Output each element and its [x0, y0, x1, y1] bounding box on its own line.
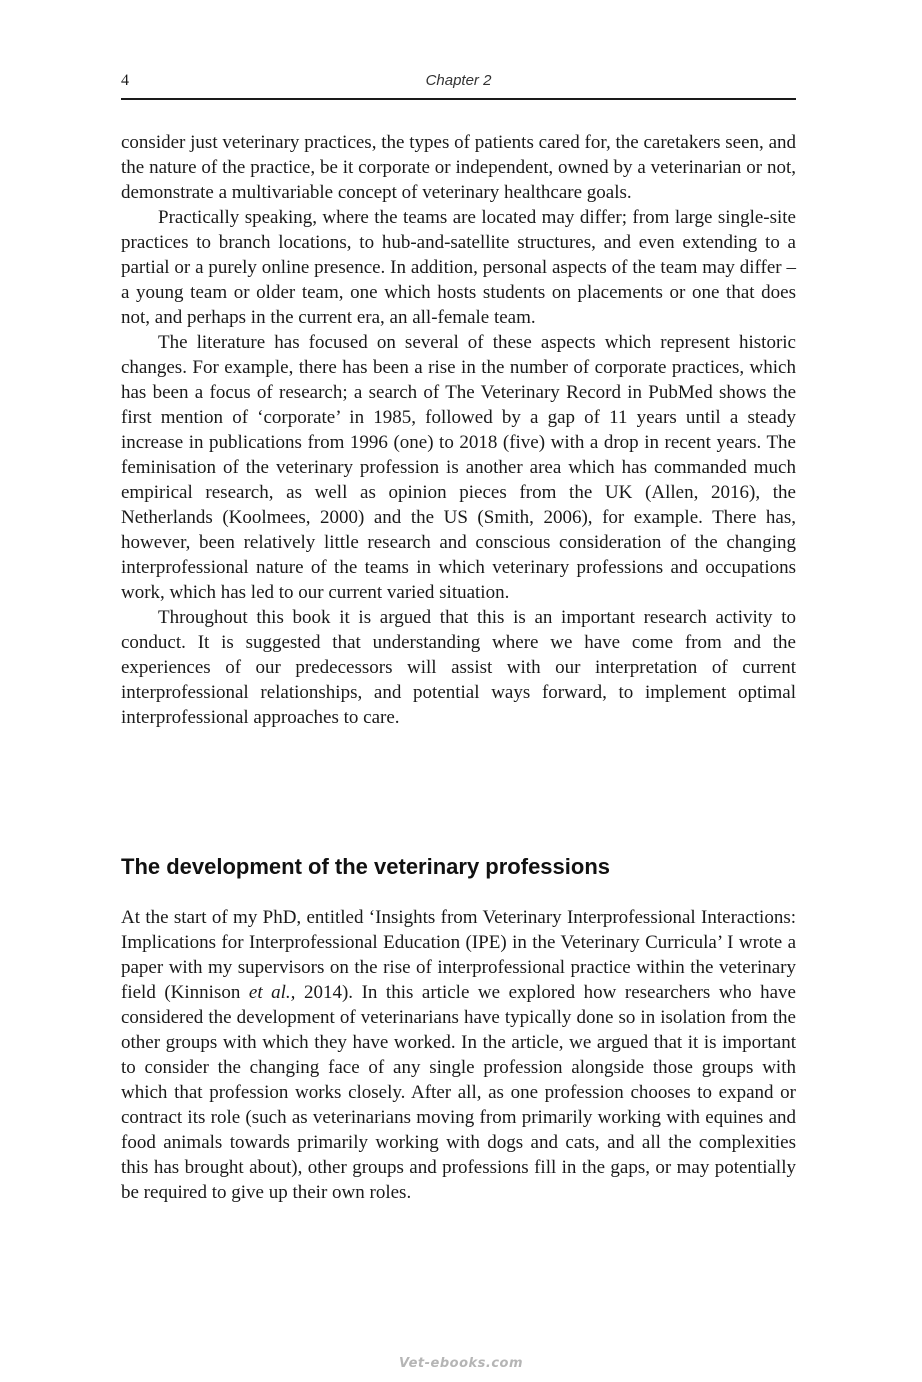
paragraph: consider just veterinary practices, the types of patients cared for, the caretakers seen, and the nature of the practice, be it corporate or independent, owned by a veterinarian or not, demonstrate a multivariable concept of veterinary healthcare goals.	[121, 132, 796, 203]
paragraph: Practically speaking, where the teams are located may differ; from large single-site practices to branch locations, to hub-and-satellite structures, and even extending to a partial or a purely online presence. In addition, personal aspects of the team may differ – a young team or older team, one which hosts students on placements or one that does not, and perhaps in the current era, an all-female team.	[121, 207, 796, 328]
chapter-label: Chapter 2	[425, 72, 492, 89]
body-text	[121, 130, 796, 730]
page-number: 4	[121, 72, 129, 89]
watermark-logo: Vet-ebooks.com	[398, 1356, 524, 1371]
citation-italic: et al.,	[248, 982, 296, 1003]
section-body	[121, 905, 796, 1205]
paragraph-text: At the start of my PhD, entitled ‘Insights from Veterinary Interprofessional Interactions: Implications for Interprofessional Education (IPE) in the Veterinary Curricula’ I wrote a paper with my supervisors on the rise of interprofessional practice within the veterinary field (Kinnison	[121, 907, 796, 1003]
paragraph-text: 2014). In this article we explored how researchers who have considered the development of veterinarians have typically done so in isolation from the other groups with which they have worked. In the article, we argued that it is important to consider the changing face of any single profession alongside those groups with which that profession works closely. After all, as one profession chooses to expand or contract its role (such as veterinarians moving from primarily working with equines and food animals towards primarily working with dogs and cats, and all the complexities this has brought about), other groups and professions fill in the gaps, or may potentially be required to give up their own roles.	[121, 982, 796, 1203]
paragraph: The literature has focused on several of these aspects which represent historic changes. For example, there has been a rise in the number of corporate practices, which has been a focus of research; a search of The Veterinary Record in PubMed shows the first mention of ‘corporate’ in 1985, followed by a gap of 11 years until a steady increase in publications from 1996 (one) to 2018 (five) with a drop in recent years. The feminisation of the veterinary profession is another area which has commanded much empirical research, as well as opinion pieces from the UK (Allen, 2016), the Netherlands (Koolmees, 2000) and the US (Smith, 2006), for example. There has, however, been relatively little research and conscious consideration of the changing interprofessional nature of the teams in which veterinary professions and occupations work, which has led to our current varied situation.	[121, 332, 796, 603]
running-head	[121, 70, 796, 100]
paragraph	[121, 905, 796, 1205]
section-heading: The development of the veterinary professions	[121, 854, 611, 879]
paragraph: Throughout this book it is argued that this is an important research activity to conduct. It is suggested that understanding where we have come from and the experiences of our predecessors will assist with our interpretation of current interprofessional relationships, and potential ways forward, to implement optimal interprofessional approaches to care.	[121, 607, 796, 728]
